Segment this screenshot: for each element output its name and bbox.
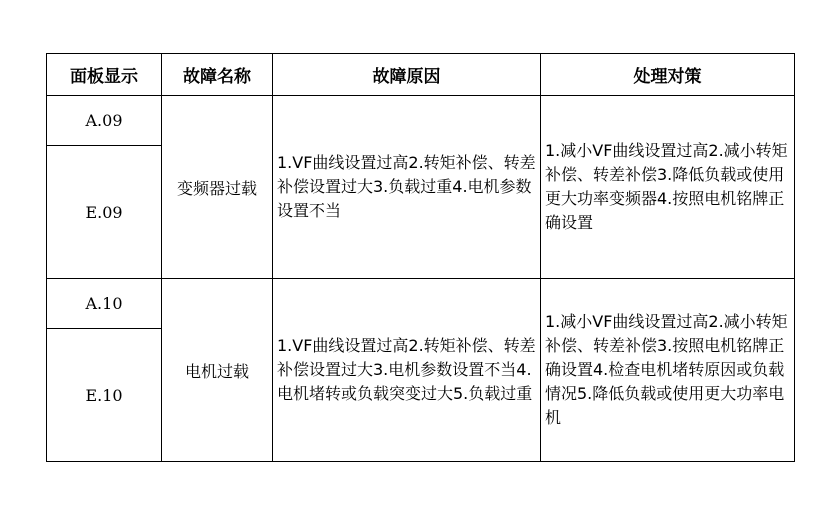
fault-cause-text: 1.VF曲线设置过高2.转矩补偿、转差补偿设置过大3.负载过重4.电机参数设置不当 — [277, 153, 536, 220]
solution-text: 1.减小VF曲线设置过高2.减小转矩补偿、转差补偿3.按照电机铭牌正确设置4.检查电机堵转原因或负载情况5.降低负载或使用更大功率电机 — [545, 312, 788, 427]
header-fault-cause: 故障原因 — [273, 54, 541, 96]
fault-name-cell: 电机过载 — [162, 279, 273, 462]
panel-code-cell: E.10 — [47, 329, 162, 462]
table-row — [47, 279, 795, 329]
panel-code-cell: A.10 — [47, 279, 162, 329]
solution-cell — [541, 279, 795, 462]
fault-name-cell: 变频器过载 — [162, 96, 273, 279]
panel-code-cell: E.09 — [47, 146, 162, 279]
solution-cell — [541, 96, 795, 279]
solution-text: 1.减小VF曲线设置过高2.减小转矩补偿、转差补偿3.降低负载或使用更大功率变频器4.按照电机铭牌正确设置 — [545, 141, 788, 232]
table-row — [47, 96, 795, 146]
header-fault-name: 故障名称 — [162, 54, 273, 96]
header-row — [47, 54, 795, 96]
fault-table — [46, 53, 795, 462]
fault-cause-cell — [273, 279, 541, 462]
fault-cause-text: 1.VF曲线设置过高2.转矩补偿、转差补偿设置过大3.电机参数设置不当4.电机堵转或负载突变过大5.负载过重 — [277, 336, 536, 403]
panel-code-cell: A.09 — [47, 96, 162, 146]
header-panel-display: 面板显示 — [47, 54, 162, 96]
fault-cause-cell — [273, 96, 541, 279]
header-solution: 处理对策 — [541, 54, 795, 96]
